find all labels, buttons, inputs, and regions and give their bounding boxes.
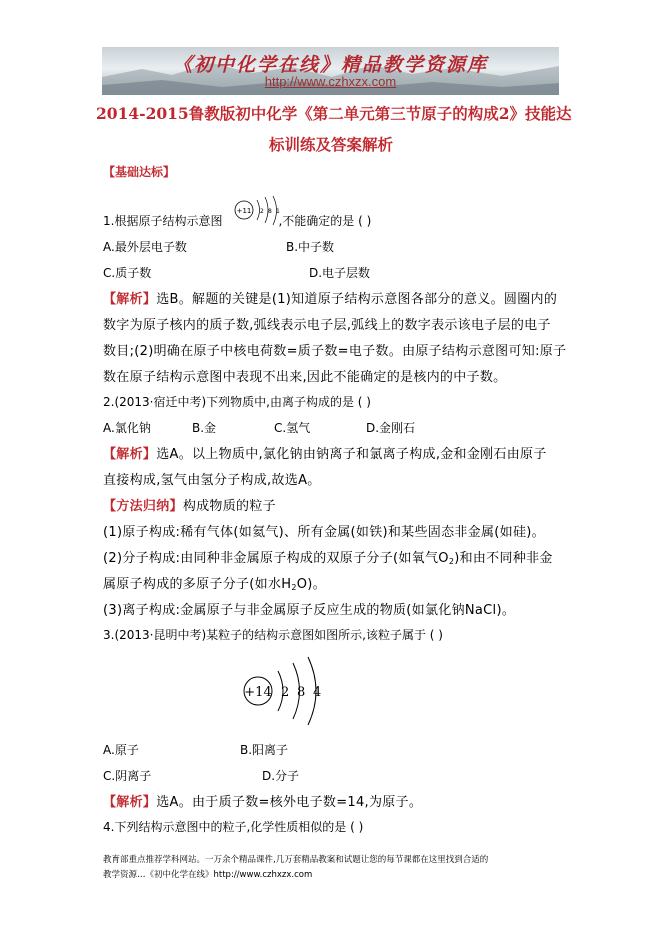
question-4-stem: 4.下列结构示意图中的粒子,化学性质相似的是 ( ): [103, 820, 364, 834]
question-2-option-b: B.金: [192, 421, 217, 435]
method-tag: 【方法归纳】: [103, 499, 183, 514]
analysis-tag: 【解析】: [103, 447, 157, 462]
question-1-option-c: C.质子数: [103, 266, 152, 280]
method-item-1: (1)原子构成:稀有气体(如氦气)、所有金属(如铁)和某些固态非金属(如硅)。: [103, 525, 545, 540]
shell-1-count: 2: [260, 208, 264, 215]
footer-line-1: 教育部重点推荐学科网站。一万余个精品课件,几万套精品教案和试题让您的每节课都在这里找到合适的: [103, 855, 489, 865]
banner-title: 《初中化学在线》精品教学资源库: [172, 54, 488, 76]
analysis-tag: 【解析】: [103, 292, 157, 307]
shell-2-count: 8: [297, 685, 306, 700]
question-1-stem-a: 1.根据原子结构示意图: [103, 214, 223, 228]
shell-3-count: 1: [276, 208, 280, 215]
question-1-option-a: A.最外层电子数: [103, 240, 187, 254]
method-summary-heading: 【方法归纳】构成物质的粒子: [103, 499, 276, 514]
header-banner: [102, 47, 559, 95]
footer-line-2: 教学资源…《初中化学在线》http://www.czhxzx.com: [103, 870, 313, 880]
question-3-option-b: B.阳离子: [240, 743, 289, 757]
question-2-analysis-line-1: 【解析】选A。以上物质中,氯化钠由钠离子和氯离子构成,金和金刚石由原子: [103, 447, 547, 462]
atom-structure-diagram-2: [236, 656, 346, 726]
nucleus-label: +11: [236, 207, 252, 215]
question-1-analysis-line-2: 数字为原子核内的质子数,弧线表示电子层,弧线上的数字表示该电子层的电子: [103, 318, 551, 333]
question-2-option-a: A.氯化钠: [103, 421, 151, 435]
method-item-3: (3)离子构成:金属原子与非金属原子反应生成的物质(如氯化钠NaCl)。: [103, 603, 516, 618]
question-3-option-a: A.原子: [103, 743, 139, 757]
question-1-option-d: D.电子层数: [309, 266, 371, 280]
question-1-analysis-line-3: 数目;(2)明确在原子中核电荷数=质子数=电子数。由原子结构示意图可知:原子: [103, 344, 567, 359]
question-3-option-d: D.分子: [262, 769, 300, 783]
question-1-analysis-line-4: 数在原子结构示意图中表现不出来,因此不能确定的是核内的中子数。: [103, 370, 507, 385]
shell-1-count: 2: [281, 685, 290, 700]
question-3-analysis: 【解析】选A。由于质子数=核外电子数=14,为原子。: [103, 795, 423, 810]
question-2-analysis-line-2: 直接构成,氢气由氢分子构成,故选A。: [103, 473, 321, 488]
question-1-analysis-line-1: 【解析】选B。解题的关键是(1)知道原子结构示意图各部分的意义。圆圈内的: [103, 292, 558, 307]
document-title-line-2: 标训练及答案解析: [268, 135, 393, 154]
shell-2-count: 8: [268, 208, 272, 215]
question-1-option-b: B.中子数: [286, 240, 335, 254]
document-title-line-1: 2014-2015鲁教版初中化学《第二单元第三节原子的构成2》技能达: [96, 104, 572, 123]
method-item-2-line-2: 属原子构成的多原子分子(如水$H_2O$)。: [103, 577, 326, 592]
section-heading-basic: 【基础达标】: [103, 165, 176, 179]
question-1-stem-b: ,不能确定的是 ( ): [278, 214, 372, 228]
question-2-option-d: D.金刚石: [366, 421, 416, 435]
method-item-2-line-1: (2)分子构成:由同种非金属原子构成的双原子分子(如氧气$O_2$)和由不同种非金: [103, 551, 553, 566]
question-3-stem: 3.(2013·昆明中考)某粒子的结构示意图如图所示,该粒子属于 ( ): [103, 628, 443, 642]
analysis-tag: 【解析】: [103, 795, 157, 810]
question-3-option-c: C.阴离子: [103, 769, 152, 783]
question-2-stem: 2.(2013·宿迁中考)下列物质中,由离子构成的是 ( ): [103, 395, 371, 409]
atom-structure-diagram-1: [232, 196, 288, 226]
shell-3-count: 4: [313, 685, 322, 700]
banner-url-link[interactable]: http://www.czhxzx.com: [264, 74, 397, 89]
question-2-option-c: C.氢气: [274, 421, 311, 435]
nucleus-label: +14: [244, 685, 272, 700]
